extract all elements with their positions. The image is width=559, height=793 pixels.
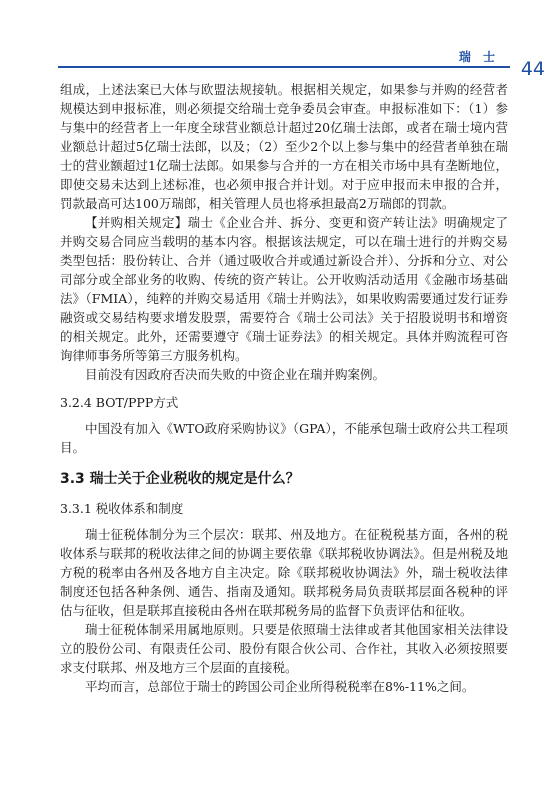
- subsection-heading-tax-system: 3.3.1 税收体系和制度: [60, 501, 184, 516]
- paragraph-average-rate: 平均而言，总部位于瑞士的跨国公司企业所得税税率在8%-11%之间。: [85, 679, 475, 694]
- running-header: 瑞 士: [458, 50, 499, 64]
- page-number: 44: [520, 58, 545, 80]
- subsection-heading-bot-ppp: 3.2.4 BOT/PPP方式: [60, 395, 179, 410]
- paragraph-tax-levels: 瑞士征税体制分为三个层次：联邦、州及地方。在征税税基方面，各州的税收体系与联邦的税收法律之间的协调主要依靠《联邦税收协调法》。但是州税及地方税的税率由各州及各地方自主决定。除《联邦税收协调法》外，瑞士税收法律制度还包括各种条例、通告、指南及通知。联邦税务局负责联邦层面各税种的评估与征收，但是联邦直接税由各州在联邦税务局的监督下负责评估和征收。: [60, 527, 508, 618]
- paragraph-merger-thresholds: 组成，上述法案已大体与欧盟法规接轨。根据相关规定，如果参与并购的经营者规模达到申报标准，则必须提交给瑞士竞争委员会审查。申报标准如下：（1）参与集中的经营者上一年度全球营业额总计超过20亿瑞士法郎，或者在瑞士境内营业额总计超过5亿瑞士法郎，以及；（2）至少2个以上参与集中的经营者单独在瑞士的营业额超过1亿瑞士法郎。如果参与合并的一方在相关市场中具有垄断地位，即使交易未达到上述标准，也必须申报合并计划。对于应申报而未申报的合并，罚款最高可达100万瑞郎，相关管理人员也将承担最高2万瑞郎的罚款。: [60, 82, 508, 211]
- paragraph-territorial-principle: 瑞士征税体制采用属地原则。只要是依照瑞士法律或者其他国家相关法律设立的股份公司、有限责任公司、股份有限合伙公司、合作社，其收入必须按照要求支付联邦、州及地方三个层面的直接税。: [60, 622, 508, 675]
- paragraph-bot-ppp: 中国没有加入《WTO政府采购协议》（GPA），不能承包瑞士政府公共工程项目。: [60, 421, 508, 455]
- header-rule: [58, 66, 510, 68]
- page-body: [60, 80, 508, 696]
- section-heading-tax: 3.3 瑞士关于企业税收的规定是什么？: [60, 471, 300, 487]
- paragraph-no-failed-cases: 目前没有因政府否决而失败的中资企业在瑞并购案例。: [85, 367, 386, 382]
- paragraph-merger-regulations: 【并购相关规定】瑞士《企业合并、拆分、变更和资产转让法》明确规定了并购交易合同应当载明的基本内容。根据该法规定，可以在瑞士进行的并购交易类型包括：股份转让、合并（通过吸收合并或通过新设合并）、分拆和分立、对公司部分或全部业务的收购、传统的资产转让。公开收购活动适用《金融市场基础法》（FMIA），纯粹的并购交易适用《瑞士并购法》，如果收购需要通过发行证券融资或交易结构要求增发股票，需要符合《瑞士公司法》关于招股说明书和增资的相关规定。此外，还需要遵守《瑞士证券法》的相关规定。具体并购流程可咨询律师事务所等第三方服务机构。: [60, 215, 508, 363]
